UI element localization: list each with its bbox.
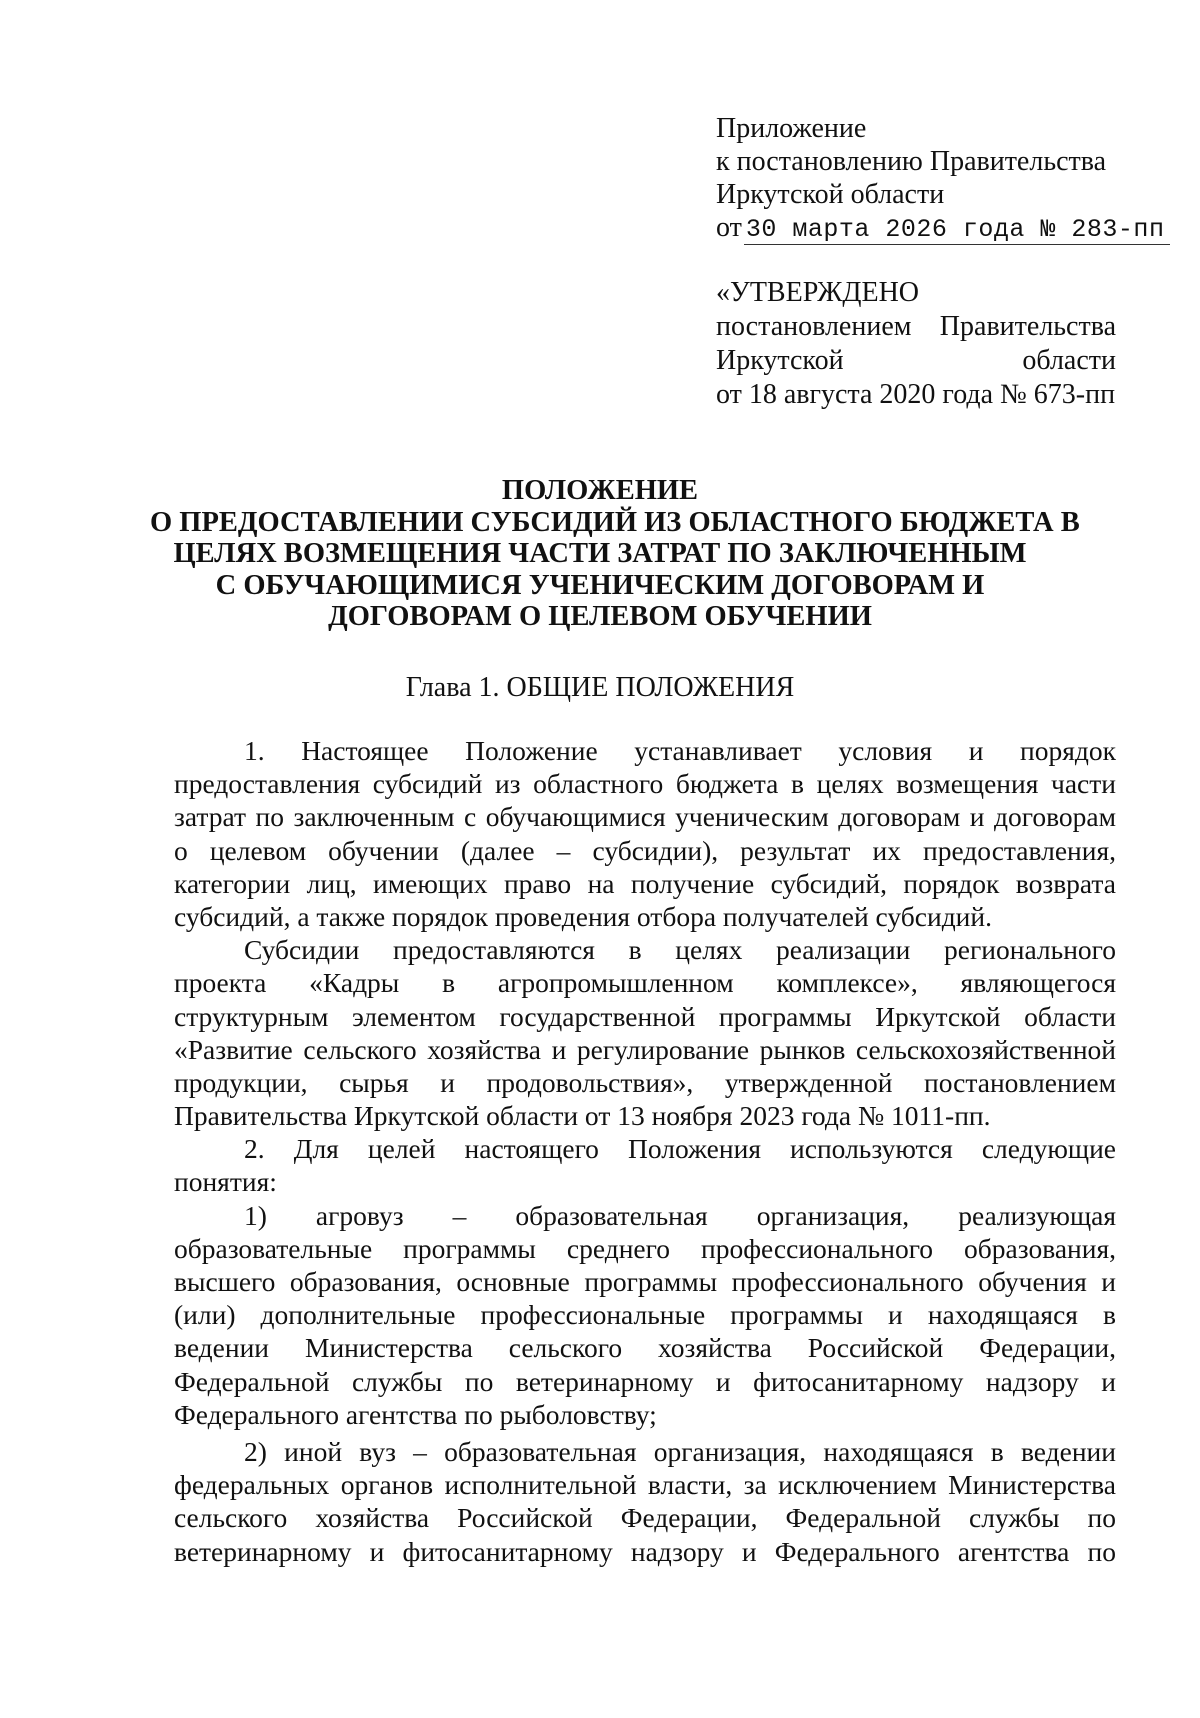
paragraph-4-line: Федерального агентства по рыболовству; (174, 1398, 657, 1430)
approved-line-4: от 18 августа 2020 года № 673-пп (716, 379, 1116, 410)
paragraph-2-line: проекта «Кадры в агропромышленном комплексе», являющегося (174, 967, 1116, 999)
paragraph-3-line: 2. Для целей настоящего Положения используются следующие (244, 1133, 1116, 1165)
paragraph-4-line: 1) агровуз – образовательная организация, реализующая (244, 1199, 1116, 1231)
paragraph-4-line: ведении Министерства сельского хозяйства Российской Федерации, (174, 1332, 1116, 1364)
appendix-line-3: Иркутской области (716, 179, 945, 210)
title-line-3: ЦЕЛЯХ ВОЗМЕЩЕНИЯ ЧАСТИ ЗАТРАТ ПО ЗАКЛЮЧЕННЫМ (173, 538, 1027, 569)
paragraph-5-line: ветеринарному и фитосанитарному надзору и Федерального агентства по (174, 1535, 1116, 1567)
paragraph-4-line: Федеральной службы по ветеринарному и фитосанитарному надзору и (174, 1365, 1116, 1397)
paragraph-1-line: субсидий, а также порядок проведения отбора получателей субсидий. (174, 900, 992, 932)
title-line-5: ДОГОВОРАМ О ЦЕЛЕВОМ ОБУЧЕНИИ (328, 601, 872, 632)
paragraph-1-line: о целевом обучении (далее – субсидии), результат их предоставления, (174, 834, 1116, 866)
approved-line-1: «УТВЕРЖДЕНО (716, 277, 920, 308)
paragraph-4-line: (или) дополнительные профессиональные программы и находящаяся в (174, 1299, 1116, 1331)
approved-line-2 (716, 310, 1116, 344)
approved-stamp-block (716, 276, 1116, 412)
paragraph-5-line: федеральных органов исполнительной власти, за исключением Министерства (174, 1469, 1116, 1501)
chapter-heading: Глава 1. ОБЩИЕ ПОЛОЖЕНИЯ (405, 672, 795, 703)
appendix-line-1: Приложение (716, 113, 867, 144)
appendix-header (716, 112, 1165, 245)
paragraph-1-line: 1. Настоящее Положение устанавливает условия и порядок (244, 735, 1116, 766)
document-title (150, 475, 1080, 633)
approved-line-3 (716, 344, 1116, 378)
paragraph-4-line: высшего образования, основные программы профессионального обучения и (174, 1266, 1116, 1297)
appendix-line-2: к постановлению Правительства (716, 146, 1107, 177)
paragraph-1-line: затрат по заключенным с обучающимися ученическим договорам и договорам (174, 801, 1116, 833)
paragraph-2-line: Правительства Иркутской области от 13 ноября 2023 года № 1011-пп. (174, 1100, 991, 1132)
title-line-1: ПОЛОЖЕНИЕ (501, 475, 699, 506)
title-line-2: О ПРЕДОСТАВЛЕНИИ СУБСИДИЙ ИЗ ОБЛАСТНОГО БЮДЖЕТА В (150, 506, 1080, 538)
appendix-date-line (716, 211, 1165, 245)
paragraph-2-line: продукции, сырья и продовольствия», утвержденной постановлением (174, 1066, 1116, 1098)
appendix-date-prefix: от (716, 212, 742, 243)
paragraph-5-line: сельского хозяйства Российской Федерации, Федеральной службы по (174, 1502, 1116, 1534)
title-line-4: С ОБУЧАЮЩИМИСЯ УЧЕНИЧЕСКИМ ДОГОВОРАМ И (215, 569, 985, 601)
body-text (174, 734, 1116, 1568)
paragraph-4-line: образовательные программы среднего профессионального образования, (174, 1232, 1116, 1264)
approved-line-2-a: постановлением (716, 311, 912, 342)
paragraph-2-line: структурным элементом государственной программы Иркутской области (174, 1000, 1116, 1032)
approved-line-2-b: Правительства (939, 311, 1116, 342)
paragraph-1-line: предоставления субсидий из областного бюджета в целях возмещения части (174, 768, 1116, 800)
paragraph-1-line: категории лиц, имеющих право на получение субсидий, порядок возврата (174, 867, 1116, 899)
approved-line-3-b: области (1022, 345, 1116, 376)
paragraph-2-line: «Развитие сельского хозяйства и регулирование рынков сельскохозяйственной (174, 1033, 1116, 1065)
approved-line-3-a: Иркутской (716, 345, 844, 376)
appendix-date-filled: 30 марта 2026 года № 283-пп (744, 216, 1171, 245)
paragraph-3-line: понятия: (174, 1166, 277, 1198)
paragraph-2-line: Субсидии предоставляются в целях реализации регионального (244, 934, 1116, 966)
paragraph-5-line: 2) иной вуз – образовательная организация, находящаяся в ведении (244, 1435, 1116, 1467)
